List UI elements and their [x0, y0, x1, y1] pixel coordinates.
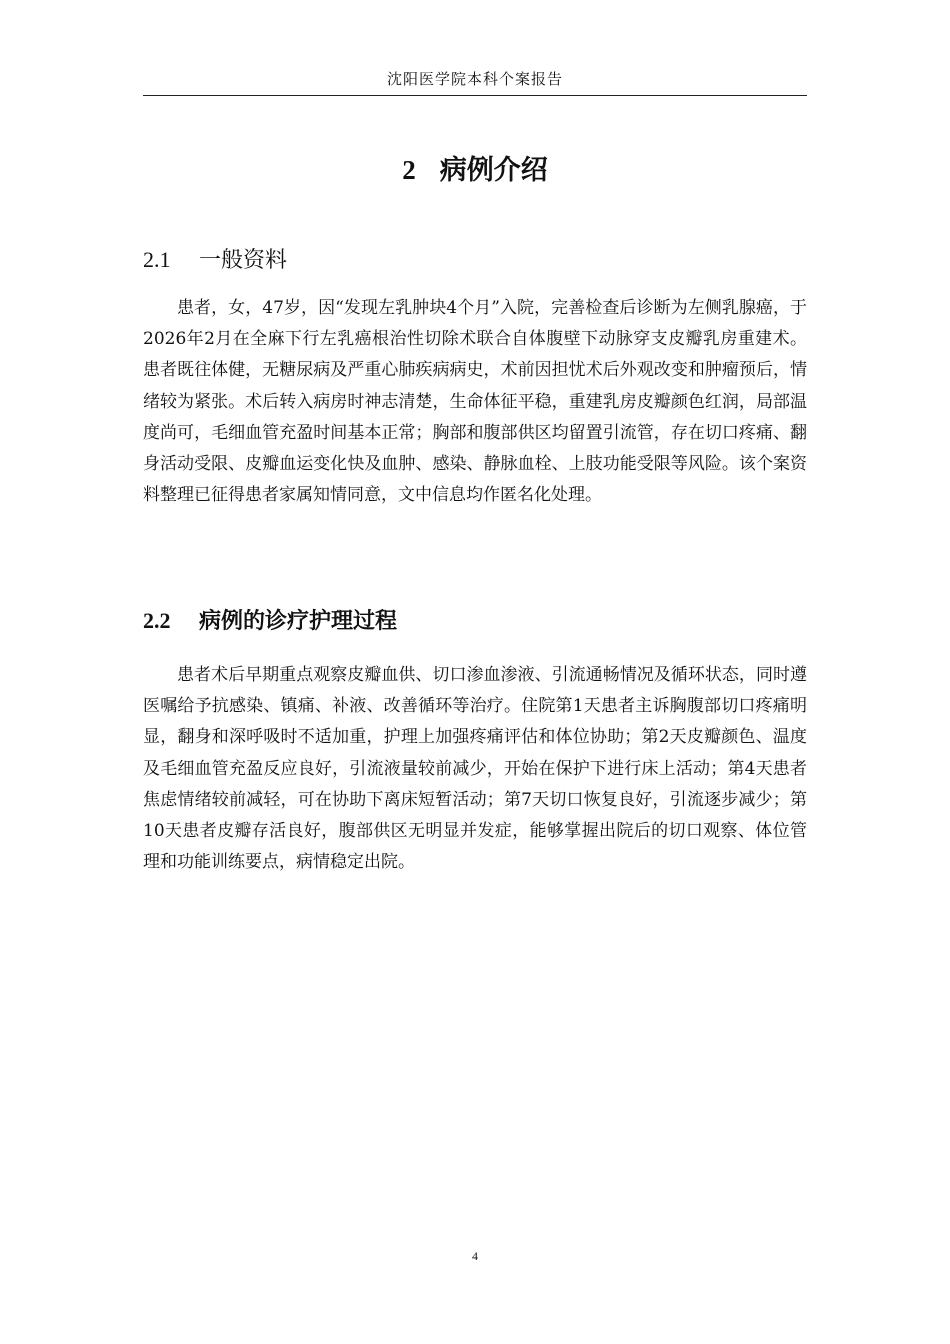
chapter-title [0, 148, 950, 187]
running-header: 沈阳医学院本科个案报告 [143, 68, 807, 96]
section-title: 病例的诊疗护理过程 [199, 609, 398, 634]
page-number: 4 [472, 1249, 478, 1263]
chapter-title-text: 病例介绍 [439, 155, 548, 186]
chapter-number: 2 [402, 155, 416, 185]
section-2-1-paragraph: 患者，女，47岁，因“发现左乳肿块4个月”入院，完善检查后诊断为左侧乳腺癌，于2026年2月在全麻下行左乳癌根治性切除术联合自体腹壁下动脉穿支皮瓣乳房重建术。患者既往体健，无糖尿病及严重心肺疾病病史，术前因担忧术后外观改变和肿瘤预后，情绪较为紧张。术后转入病房时神志清楚，生命体征平稳，重建乳房皮瓣颜色红润，局部温度尚可，毛细血管充盈时间基本正常；胸部和腹部供区均留置引流管，存在切口疼痛、翻身活动受限、皮瓣血运变化快及血肿、感染、静脉血栓、上肢功能受限等风险。该个案资料整理已征得患者家属知情同意，文中信息均作匿名化处理。 [143, 298, 807, 506]
section-number: 2.1 [143, 247, 171, 272]
section-2-2-paragraph: 患者术后早期重点观察皮瓣血供、切口渗血渗液、引流通畅情况及循环状态，同时遵医嘱给予抗感染、镇痛、补液、改善循环等治疗。住院第1天患者主诉胸腹部切口疼痛明显，翻身和深呼吸时不适加重，护理上加强疼痛评估和体位协助；第2天皮瓣颜色、温度及毛细血管充盈反应良好，引流液量较前减少，开始在保护下进行床上活动；第4天患者焦虑情绪较前减轻，可在协助下离床短暂活动；第7天切口恢复良好，引流逐步减少；第10天患者皮瓣存活良好，腹部供区无明显并发症，能够掌握出院后的切口观察、体位管理和功能训练要点，病情稳定出院。 [143, 665, 807, 873]
section-title: 一般资料 [199, 248, 288, 273]
section-heading-2-1 [143, 243, 287, 274]
section-heading-2-2 [143, 604, 397, 635]
section-number: 2.2 [143, 608, 171, 633]
